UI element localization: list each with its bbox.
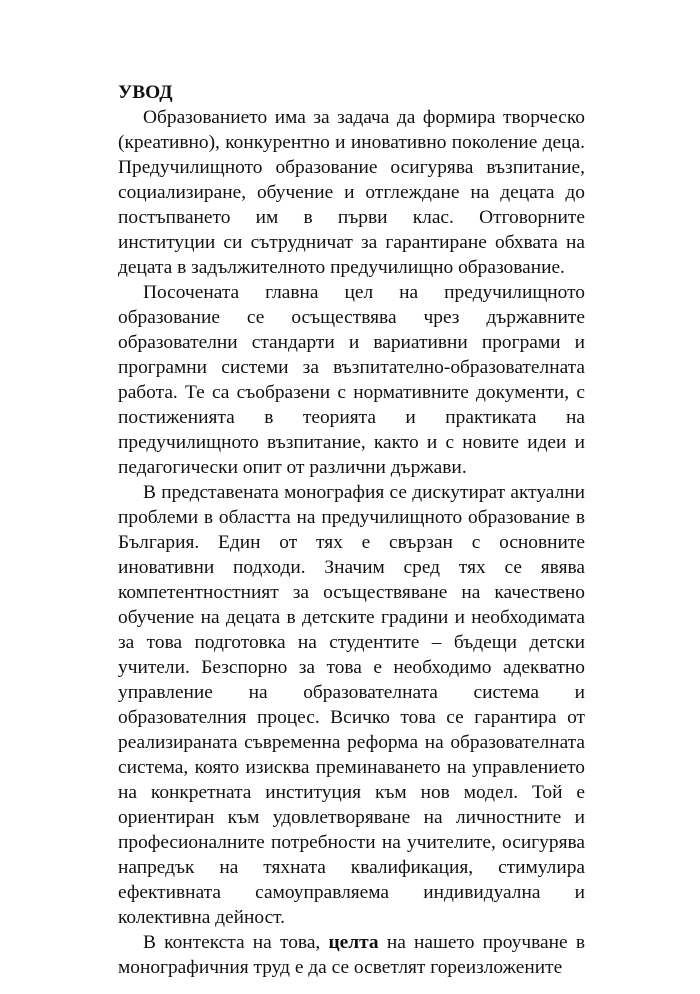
paragraph-4 (118, 930, 585, 980)
body-text (118, 80, 585, 980)
paragraph-3: В представената монография се дискутират актуални проблеми в областта на предучилищното образование в България. Един от тях е свързан с основните иновативни подходи. Значим сред тях се явява компетентностният за осъществяване на качествено обучение на децата в детските градини и необходимата за това подготовка на студентите – бъдещи детски учители. Безспорно за това е необходимо адекватно управление на образователната система и образователния процес. Всичко това се гарантира от реализираната съвременна реформа на образователната система, която изисква преминаването на управлението на конкретната институция към нов модел. Той е ориентиран към удовлетворяване на личностните и професионалните потребности на учителите, осигурява напредък на тяхната квалификация, стимулира ефективната самоуправляема индивидуална и колективна дейност. (118, 482, 585, 928)
paragraph-2: Посочената главна цел на предучилищното образование се осъществява чрез държавните образователни стандарти и вариативни програми и програмни системи за възпитателно-образователната работа. Те са съобразени с нормативните документи, с постиженията в теорията и практиката на предучилищното възпитание, както и с новите идеи и педагогически опит от различни държави. (118, 282, 585, 478)
paragraph-4-start: В контекста на това, (143, 932, 329, 953)
emphasis-goal: целта (328, 932, 379, 953)
section-heading: УВОД (118, 82, 173, 103)
paragraph-1: Образованието има за задача да формира творческо (креативно), конкурентно и иновативно поколение деца. Предучилищното образование осигурява възпитание, социализиране, обучение и отглеждане на децата до постъпването им в първи клас. Отговорните институции си сътрудничат за гарантиране обхвата на децата в задължителното предучилищно образование. (118, 107, 585, 278)
paragraph-4-end: на нашето проучване в монографичния труд е да се осветлят гореизложените (118, 932, 585, 978)
